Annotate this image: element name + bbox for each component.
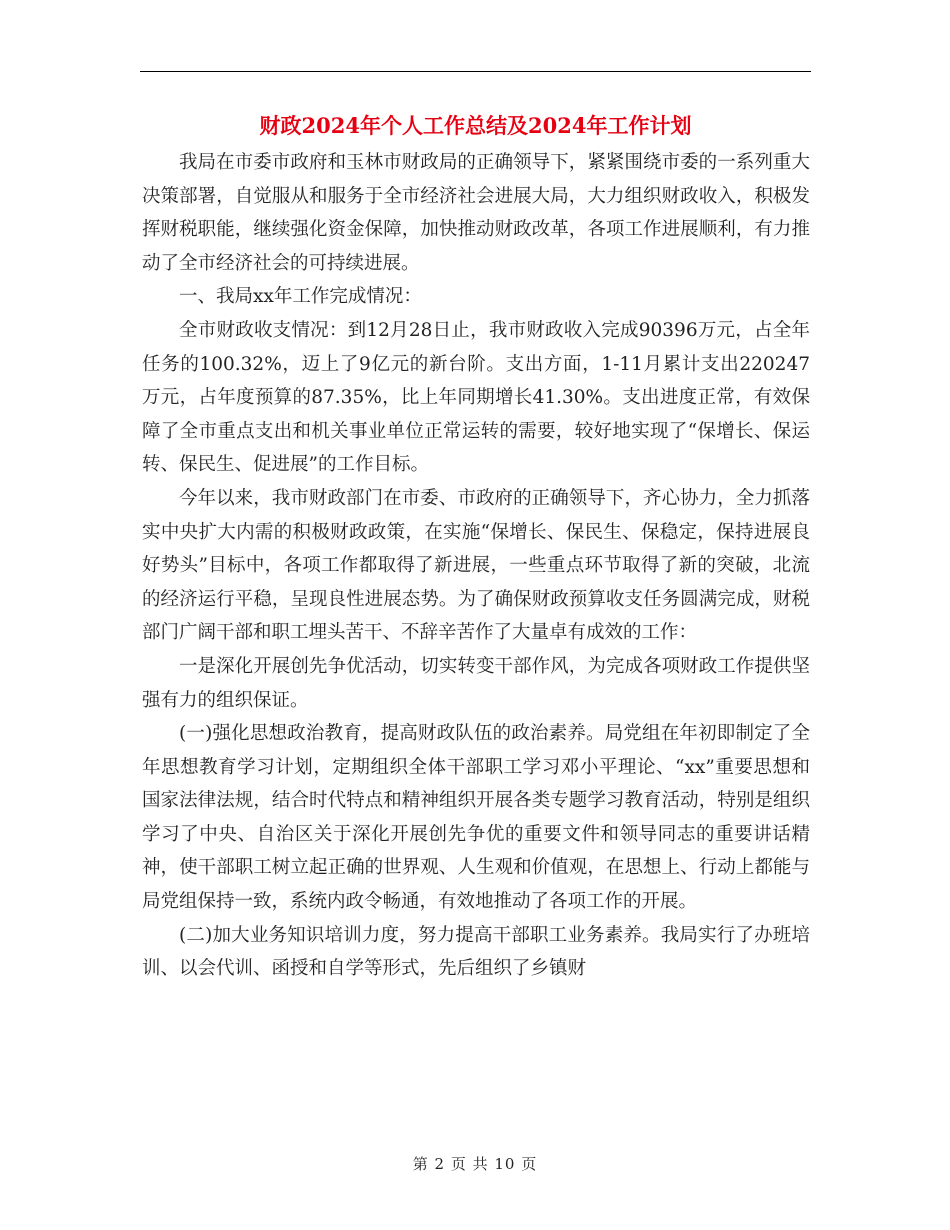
paragraph-year-overview: 今年以来，我市财政部门在市委、市政府的正确领导下，齐心协力，全力抓落实中央扩大内需的积极财政政策，在实施“保增长、保民生、保稳定，保持进展良好势头”目标中，各项工作都取得了新进展，一些重点环节取得了新的突破，北流的经济运行平稳，呈现良性进展态势。为了确保财政预算收支任务圆满完成，财税部门广阔干部和职工埋头苦干、不辞辛苦作了大量卓有成效的工作：	[142, 487, 810, 644]
paragraph-subpoint-two: (二)加大业务知识培训力度，努力提高干部职工业务素养。我局实行了办班培训、以会代训、函授和自学等形式，先后组织了乡镇财	[142, 924, 810, 980]
paragraph-intro: 我局在市委市政府和玉林市财政局的正确领导下，紧紧围绕市委的一系列重大决策部署，自觉服从和服务于全市经济社会进展大局，大力组织财政收入，积极发挥财税职能，继续强化资金保障，加快推动财政改革，各项工作进展顺利，有力推动了全市经济社会的可持续进展。	[142, 152, 810, 274]
document-title: 财政2024年个人工作总结及2024年工作计划	[259, 113, 692, 138]
paragraph-revenue-summary: 全市财政收支情况：到12月28日止，我市财政收入完成90396万元，占全年任务的100.32%，迈上了9亿元的新台阶。支出方面，1-11月累计支出220247万元，占年度预算的87.35%，比上年同期增长41.30%。支出进度正常，有效保障了全市重点支出和机关事业单位正常运转的需要，较好地实现了“保增长、保运转、保民生、促进展”的工作目标。	[142, 319, 810, 476]
paragraph-subpoint-one: (一)强化思想政治教育，提高财政队伍的政治素养。局党组在年初即制定了全年思想教育学习计划，定期组织全体干部职工学习邓小平理论、“xx”重要思想和国家法律法规，结合时代特点和精神组织开展各类专题学习教育活动，特别是组织学习了中央、自治区关于深化开展创先争优的重要文件和领导同志的重要讲话精神，使干部职工树立起正确的世界观、人生观和价值观，在思想上、行动上都能与局党组保持一致，系统内政令畅通，有效地推动了各项工作的开展。	[142, 723, 810, 913]
document-body	[142, 146, 810, 986]
paragraph-point-one: 一是深化开展创先争优活动，切实转变干部作风，为完成各项财政工作提供坚强有力的组织保证。	[142, 655, 810, 711]
paragraph-section-heading: 一、我局xx年工作完成情况：	[179, 286, 422, 308]
header-rule	[140, 71, 811, 72]
page-footer: 第 2 页 共 10 页	[412, 1155, 538, 1173]
